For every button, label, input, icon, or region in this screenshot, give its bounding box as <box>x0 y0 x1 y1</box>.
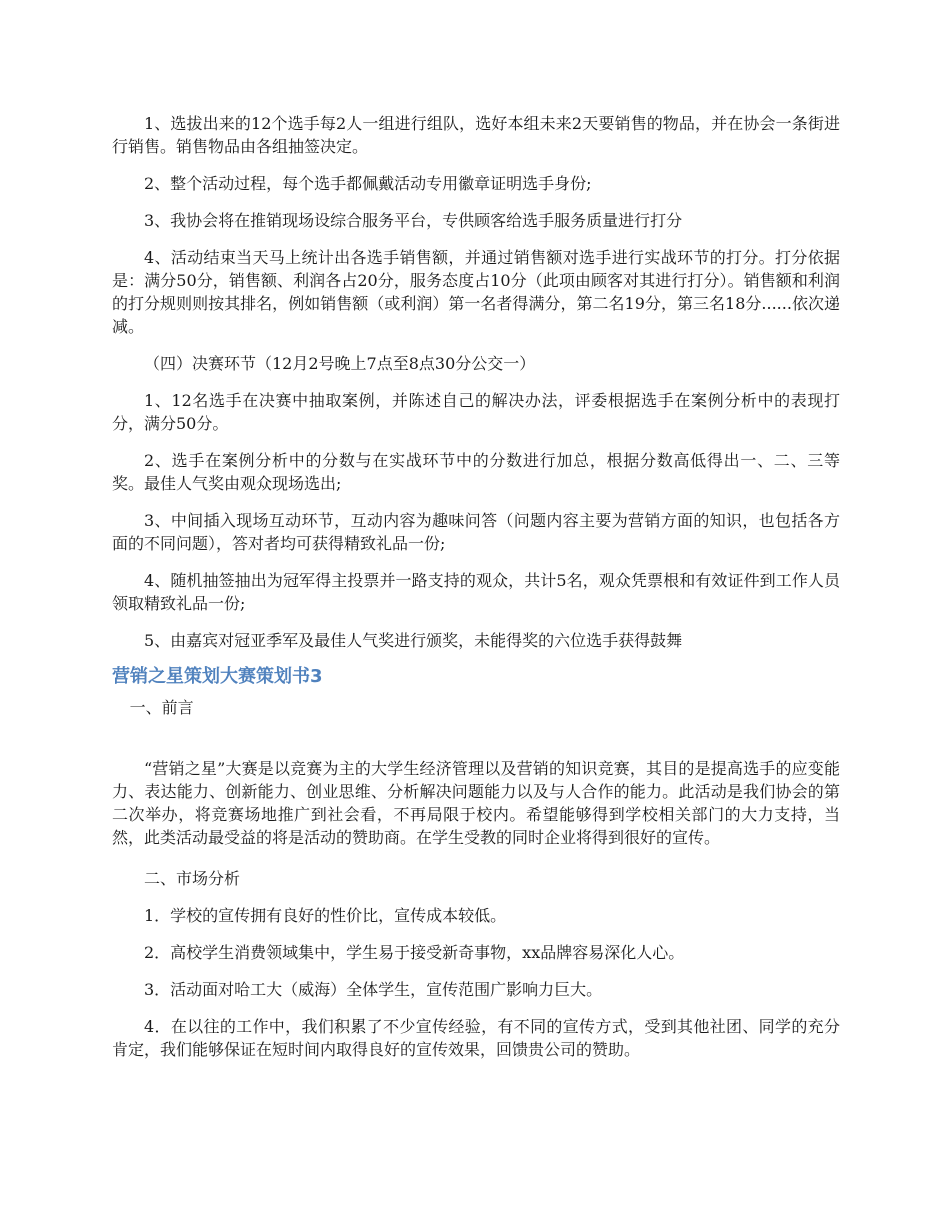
paragraph-interaction: 3、中间插入现场互动环节，互动内容为趣味问答（问题内容主要为营销方面的知识，也包括各方面的不同问题），答对者均可获得精致礼品一份; <box>112 511 840 553</box>
paragraph-market-3: 3．活动面对哈工大（威海）全体学生，宣传范围广影响力巨大。 <box>144 980 603 999</box>
paragraph-awards: 5、由嘉宾对冠亚季军及最佳人气奖进行颁奖，未能得奖的六位选手获得鼓舞 <box>144 631 683 650</box>
document-page <box>112 110 840 1061</box>
section-market-analysis: 二、市场分析 <box>144 869 241 888</box>
paragraph-badge: 2、整个活动过程，每个选手都佩戴活动专用徽章证明选手身份; <box>144 174 592 193</box>
paragraph-market-4: 4．在以往的工作中，我们积累了不少宣传经验，有不同的宣传方式，受到其他社团、同学的充分肯定，我们能够保证在短时间内取得良好的宣传效果，回馈贵公司的赞助。 <box>112 1017 840 1059</box>
paragraph-case-study: 1、12名选手在决赛中抽取案例，并陈述自己的解决办法，评委根据选手在案例分析中的表现打分，满分50分。 <box>112 391 840 433</box>
paragraph-service-platform: 3、我协会将在推销现场设综合服务平台，专供顾客给选手服务质量进行打分 <box>144 211 683 230</box>
paragraph-market-1: 1．学校的宣传拥有良好的性价比，宣传成本较低。 <box>144 906 507 925</box>
section-preface: 一、前言 <box>129 698 194 717</box>
paragraph-audience-draw: 4、随机抽签抽出为冠军得主投票并一路支持的观众，共计5名，观众凭票根和有效证件到工作人员领取精致礼品一份; <box>112 571 840 613</box>
paragraph-market-2: 2．高校学生消费领域集中，学生易于接受新奇事物，xx品牌容易深化人心。 <box>144 943 685 962</box>
paragraph-preface: “营销之星”大赛是以竞赛为主的大学生经济管理以及营销的知识竞赛，其目的是提高选手的应变能力、表达能力、创新能力、创业思维、分析解决问题能力以及与人合作的能力。此活动是我们协会的第二次举办，将竞赛场地推广到社会看，不再局限于校内。希望能够得到学校相关部门的大力支持，当然，此类活动最受益的将是活动的赞助商。在学生受教的同时企业将得到很好的宣传。 <box>112 759 840 847</box>
section-final-round: （四）决赛环节（12月2号晚上7点至8点30分公交一） <box>144 354 536 373</box>
paragraph-team-sales: 1、选拔出来的12个选手每2人一组进行组队，选好本组未来2天要销售的物品，并在协会一条街进行销售。销售物品由各组抽签决定。 <box>112 114 840 156</box>
paragraph-scoring: 4、活动结束当天马上统计出各选手销售额，并通过销售额对选手进行实战环节的打分。打分依据是：满分50分，销售额、利润各占20分，服务态度占10分（此项由顾客对其进行打分）。销售额和利润的打分规则则按其排名，例如销售额（或利润）第一名者得满分，第二名19分，第三名18分......依次递减。 <box>112 248 840 336</box>
paragraph-award-totals: 2、选手在案例分析中的分数与在实战环节中的分数进行加总，根据分数高低得出一、二、三等奖。最佳人气奖由观众现场选出; <box>112 451 840 493</box>
section-heading: 营销之星策划大赛策划书3 <box>112 666 323 687</box>
